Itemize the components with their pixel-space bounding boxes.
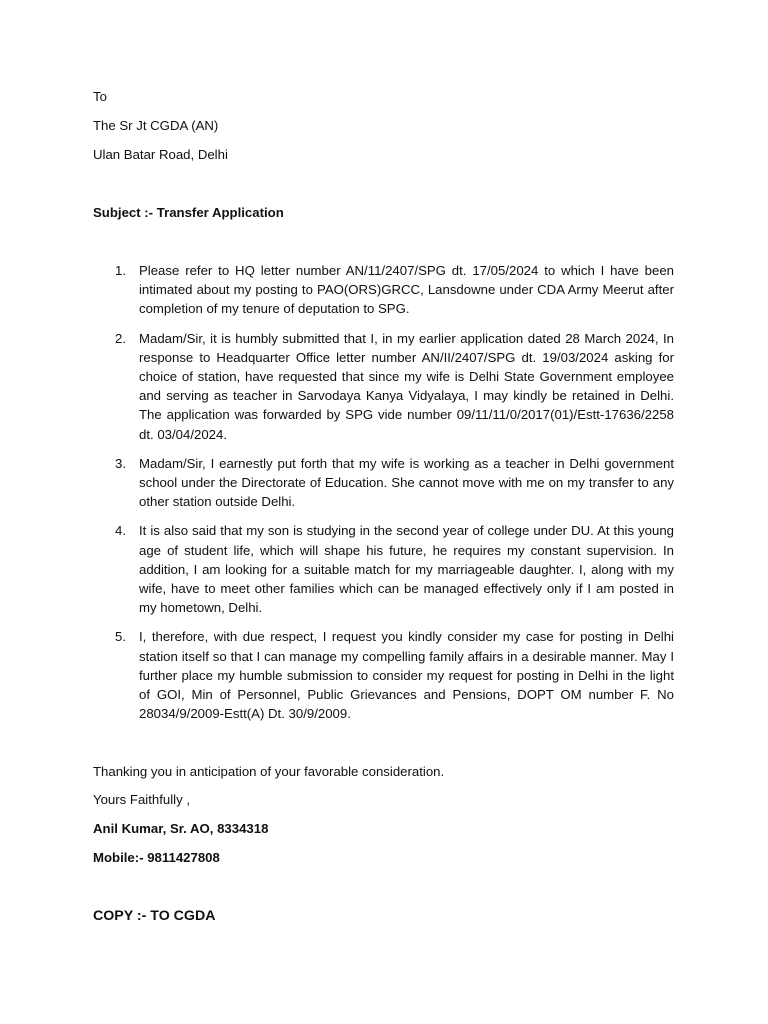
list-item xyxy=(93,627,674,723)
list-item xyxy=(93,261,674,319)
list-item xyxy=(93,329,674,444)
list-item xyxy=(93,521,674,617)
paragraph-number: 2. xyxy=(115,330,126,346)
paragraph-number: 5. xyxy=(115,629,126,645)
list-item xyxy=(93,454,674,512)
paragraph-number: 4. xyxy=(115,523,126,539)
signature-line: Anil Kumar, Sr. AO, 8334318 xyxy=(93,821,269,836)
salutation-to: To xyxy=(93,89,107,104)
thanks-line: Thanking you in anticipation of your favorable consideration. xyxy=(93,764,445,779)
mobile-line: Mobile:- 9811427808 xyxy=(93,850,220,865)
paragraph-list xyxy=(93,261,674,723)
copy-to-line: COPY :- TO CGDA xyxy=(93,908,216,924)
paragraph-text: Madam/Sir, I earnestly put forth that my wife is working as a teacher in Delhi government school under the Directorate of Education. She cannot move with me on my transfer to any other station outside Delhi. xyxy=(139,455,674,510)
paragraph-number: 1. xyxy=(115,263,126,278)
paragraph-number: 3. xyxy=(115,455,126,471)
paragraph-text: I, therefore, with due respect, I request you kindly consider my case for posting in Delhi station itself so that I can manage my compelling family affairs in a desirable manner. May I further place my humble submission to consider my request for posting in Delhi in the light of GOI, Min of Personnel, Public Grievances and Pensions, DOPT OM number F. No 28034/9/2009-Estt(A) Dt. 30/9/2009. xyxy=(139,629,674,722)
closing-line: Yours Faithfully , xyxy=(93,792,190,807)
addressee: The Sr Jt CGDA (AN) xyxy=(93,118,219,133)
paragraph-text: It is also said that my son is studying in the second year of college under DU. At this young age of student life, which will shape his future, he requires my constant supervision. In addition, I am looking for a suitable match for my marriageable daughter. I, along with my wife, have to meet other families which can be managed effectively only if I am posted in my hometown, Delhi. xyxy=(139,523,674,616)
subject-line: Subject :- Transfer Application xyxy=(93,205,284,220)
paragraph-text: Please refer to HQ letter number AN/11/2407/SPG dt. 17/05/2024 to which I have been intimated about my posting to PAO(ORS)GRCC, Lansdowne under CDA Army Meerut after completion of my tenure of deputation to SPG. xyxy=(139,263,674,317)
address: Ulan Batar Road, Delhi xyxy=(93,147,228,162)
paragraph-text: Madam/Sir, it is humbly submitted that I, in my earlier application dated 28 March 2024, In response to Headquarter Office letter number AN/II/2407/SPG dt. 19/03/2024 asking for choice of station, have requested that since my wife is Delhi State Government employee and serving as teacher in Sarvodaya Kanya Vidyalaya, I may kindly be retained in Delhi. The application was forwarded by SPG vide number 09/11/11/0/2017(01)/Estt-17636/2258 dt. 03/04/2024. xyxy=(139,330,674,442)
